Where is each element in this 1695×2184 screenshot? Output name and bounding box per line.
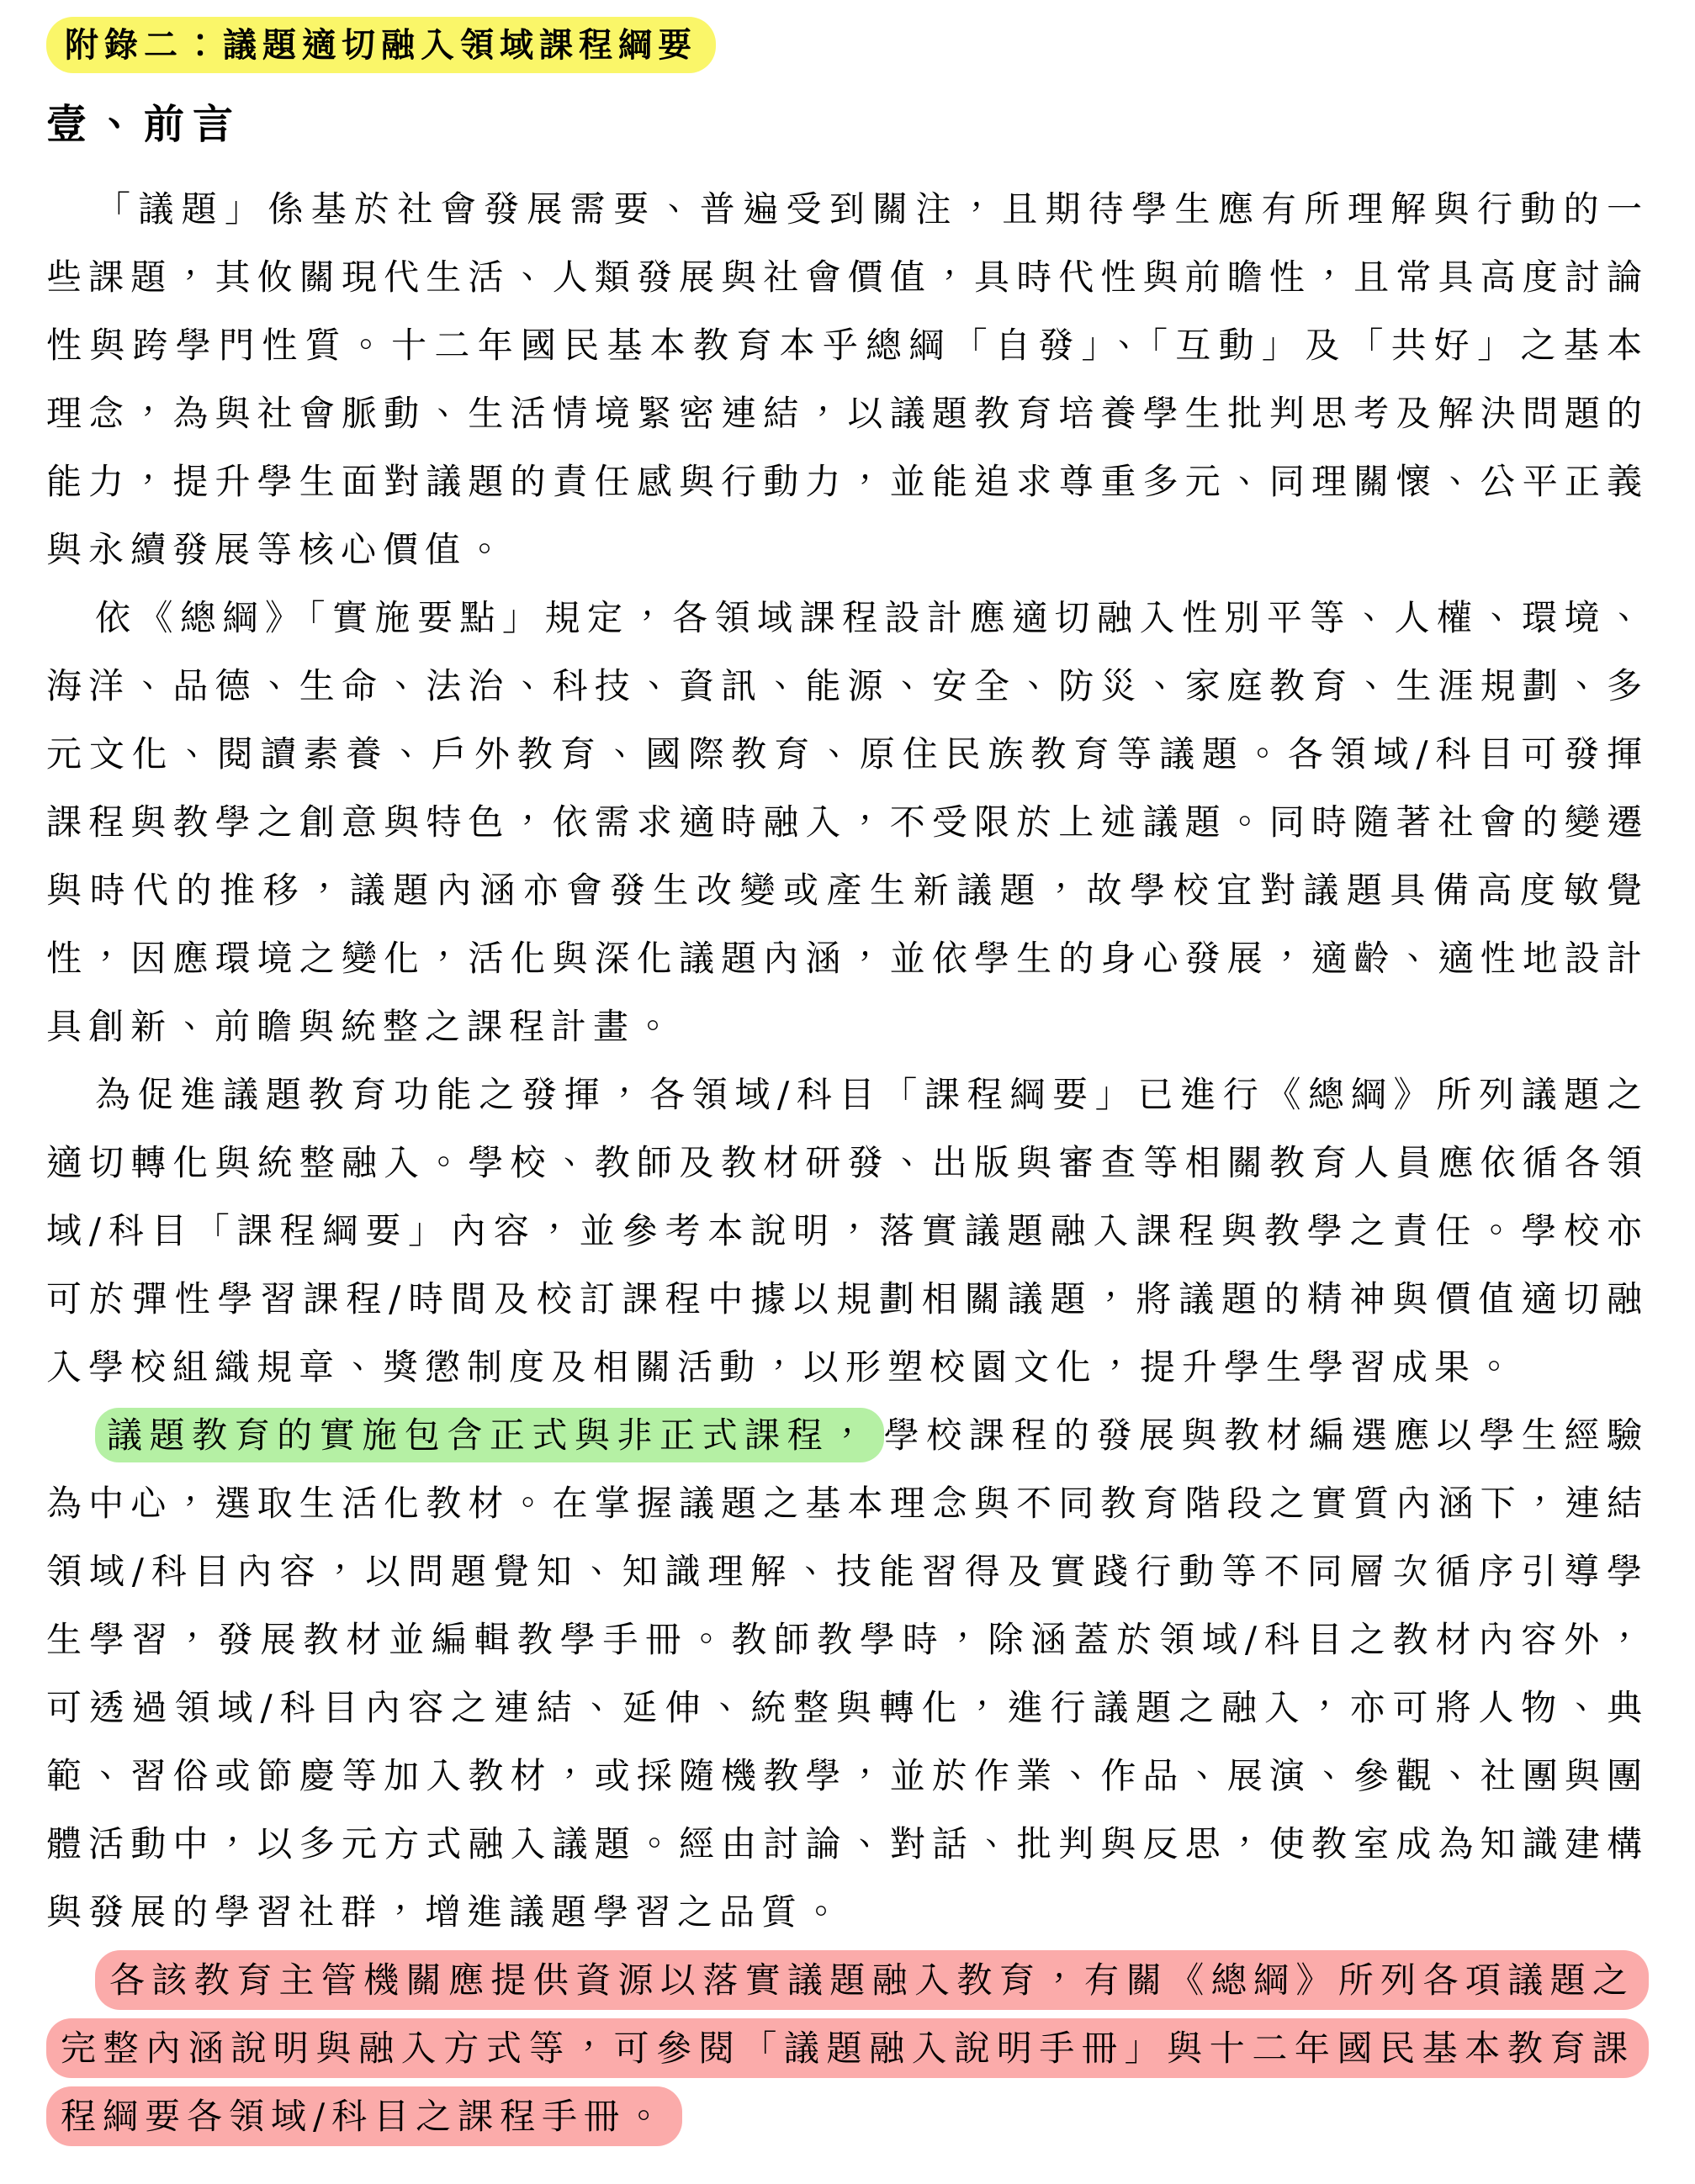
pink-highlight-segment: 各該教育主管機關應提供資源以落實議題融入教育，有關《總綱》所列各項議題之完整內涵說明與融入方式等，可參閱「議題融入說明手冊」與十二年國民基本教育課程綱要各領域/科目之課程手冊。: [46, 1950, 1649, 2146]
paragraph-foreword-1: 「議題」係基於社會發展需要、普遍受到關注，且期待學生應有所理解與行動的一些課題，其攸關現代生活、人類發展與社會價值，具時代性與前瞻性，且常具高度討論性與跨學門性質。十二年國民基本教育本乎總綱「自發」、「互動」及「共好」之基本理念，為與社會脈動、生活情境緊密連結，以議題教育培養學生批判思考及解決問題的能力，提升學生面對議題的責任感與行動力，並能追求尊重多元、同理關懷、公平正義與永續發展等核心價值。: [46, 188, 1649, 570]
title-yellow-highlight: 附錄二：議題適切融入領域課程綱要: [46, 17, 716, 73]
paragraph-foreword-5: [46, 1946, 1649, 2150]
paragraph-4-rest: 學校課程的發展與教材編選應以學生經驗為中心，選取生活化教材。在掌握議題之基本理念與不同教育階段之實質內涵下，連結領域/科目內容，以問題覺知、知識理解、技能習得及實踐行動等不同層次循序引導學生學習，發展教材並編輯教學手冊。教師教學時，除涵蓋於領域/科目之教材內容外，可透過領域/科目內容之連結、延伸、統整與轉化，進行議題之融入，亦可將人物、典範、習俗或節慶等加入教材，或採隨機教學，並於作業、作品、展演、參觀、社團與團體活動中，以多元方式融入議題。經由討論、對話、批判與反思，使教室成為知識建構與發展的學習社群，增進議題學習之品質。: [46, 1414, 1649, 1933]
paragraph-foreword-3: 為促進議題教育功能之發揮，各領域/科目「課程綱要」已進行《總綱》所列議題之適切轉化與統整融入。學校、教師及教材研發、出版與審查等相關教育人員應依循各領域/科目「課程綱要」內容，並參考本說明，落實議題融入課程與教學之責任。學校亦可於彈性學習課程/時間及校訂課程中據以規劃相關議題，將議題的精神與價值適切融入學校組織規章、獎懲制度及相關活動，以形塑校園文化，提升學生學習成果。: [46, 1073, 1649, 1388]
section-heading-foreword: 壹、前言: [46, 101, 242, 148]
page-title: [46, 19, 1649, 72]
paragraph-foreword-2: 依《總綱》「實施要點」規定，各領域課程設計應適切融入性別平等、人權、環境、海洋、品德、生命、法治、科技、資訊、能源、安全、防災、家庭教育、生涯規劃、多元文化、閱讀素養、戶外教育、國際教育、原住民族教育等議題。各領域/科目可發揮課程與教學之創意與特色，依需求適時融入，不受限於上述議題。同時隨著社會的變遷與時代的推移，議題內涵亦會發生改變或產生新議題，故學校宜對議題具備高度敏覺性，因應環境之變化，活化與深化議題內涵，並依學生的身心發展，適齡、適性地設計具創新、前瞻與統整之課程計畫。: [46, 596, 1649, 1047]
green-highlight-segment: 議題教育的實施包含正式與非正式課程，: [95, 1408, 884, 1462]
paragraph-foreword-4: [46, 1401, 1649, 1946]
